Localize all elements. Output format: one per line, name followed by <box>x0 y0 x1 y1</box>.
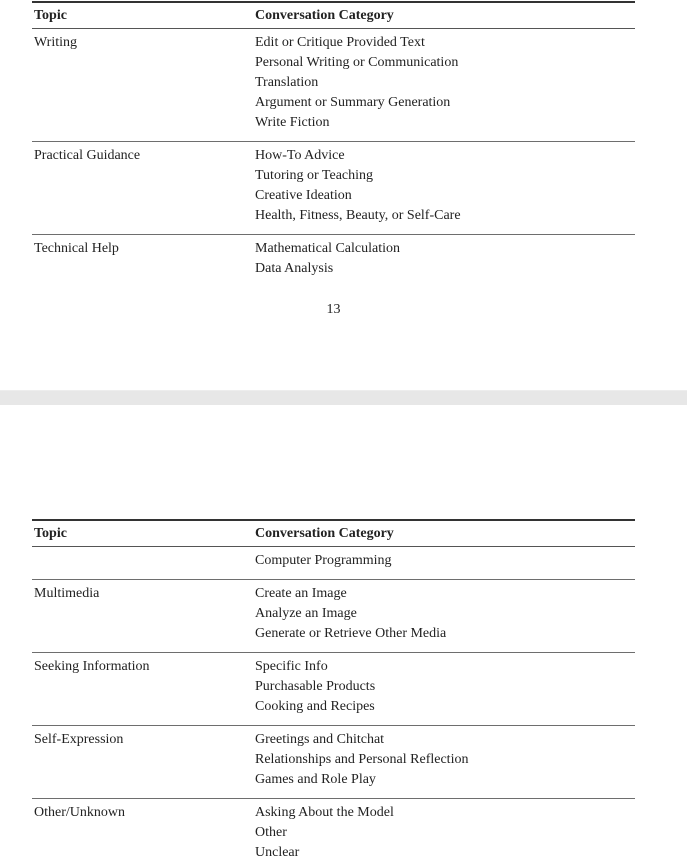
table-group-row <box>32 547 635 580</box>
category-item: Unclear <box>255 845 300 860</box>
categories-cell <box>255 657 635 717</box>
topic-cell: Other/Unknown <box>34 805 125 820</box>
category-item: Create an Image <box>255 586 347 601</box>
categories-cell <box>255 730 635 790</box>
categories-cell <box>255 239 635 279</box>
categories-cell <box>255 584 635 644</box>
category-item: How-To Advice <box>255 148 345 163</box>
category-item: Games and Role Play <box>255 772 376 787</box>
page-14 <box>0 405 687 867</box>
category-item: Computer Programming <box>255 553 392 568</box>
category-item: Data Analysis <box>255 261 334 276</box>
topic-cell: Multimedia <box>34 586 100 601</box>
category-item: Generate or Retrieve Other Media <box>255 626 447 641</box>
category-item: Mathematical Calculation <box>255 241 401 256</box>
category-item: Personal Writing or Communication <box>255 55 459 70</box>
page-separator <box>0 390 687 405</box>
category-item: Translation <box>255 75 319 90</box>
topic-cell: Technical Help <box>34 241 119 256</box>
page-13 <box>0 0 687 390</box>
table-group-row <box>32 799 635 867</box>
topic-category-table-page-14 <box>32 519 635 867</box>
categories-cell <box>255 33 635 133</box>
categories-cell <box>255 551 635 571</box>
page-number: 13 <box>326 302 341 317</box>
table-group-row <box>32 235 635 287</box>
category-item: Analyze an Image <box>255 606 357 621</box>
table-group-row <box>32 653 635 726</box>
category-item: Argument or Summary Generation <box>255 95 451 110</box>
category-item: Creative Ideation <box>255 188 352 203</box>
categories-cell <box>255 803 635 863</box>
category-item: Write Fiction <box>255 115 330 130</box>
category-item: Relationships and Personal Reflection <box>255 752 469 767</box>
table-header-row <box>32 519 635 547</box>
conversation-category-column-header: Conversation Category <box>255 526 394 541</box>
table-group-row <box>32 726 635 799</box>
table-group-row <box>32 580 635 653</box>
category-item: Asking About the Model <box>255 805 394 820</box>
table-group-row <box>32 142 635 235</box>
conversation-category-column-header: Conversation Category <box>255 8 394 23</box>
topic-column-header: Topic <box>34 526 67 541</box>
topic-cell: Practical Guidance <box>34 148 141 163</box>
topic-cell: Seeking Information <box>34 659 150 674</box>
category-item: Other <box>255 825 287 840</box>
categories-cell <box>255 146 635 226</box>
category-item: Cooking and Recipes <box>255 699 375 714</box>
topic-cell: Writing <box>34 35 77 50</box>
table-header-row <box>32 1 635 29</box>
topic-cell: Self-Expression <box>34 732 124 747</box>
category-item: Edit or Critique Provided Text <box>255 35 425 50</box>
category-item: Greetings and Chitchat <box>255 732 385 747</box>
category-item: Purchasable Products <box>255 679 376 694</box>
topic-column-header: Topic <box>34 8 67 23</box>
category-item: Health, Fitness, Beauty, or Self-Care <box>255 208 461 223</box>
table-group-row <box>32 29 635 142</box>
category-item: Specific Info <box>255 659 328 674</box>
topic-category-table-page-13 <box>32 1 635 287</box>
category-item: Tutoring or Teaching <box>255 168 374 183</box>
